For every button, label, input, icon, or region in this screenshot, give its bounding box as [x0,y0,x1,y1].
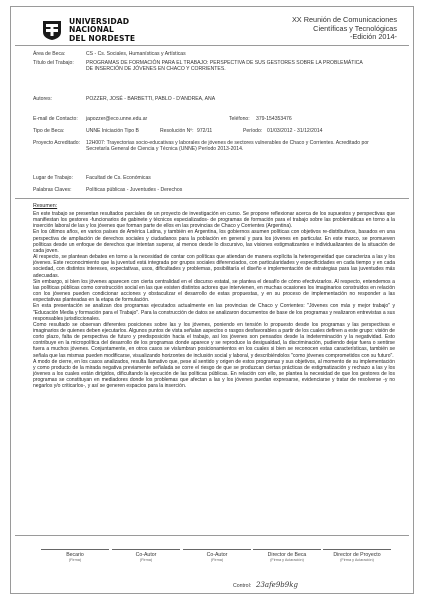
lugar-label: Lugar de Trabajo: [33,175,73,181]
proyecto-value: 12H007: Trayectorias socio-educativas y laborales de jóvenes de sectores vulnerables de Chaco y Corrientes. Acreditado por Secretaría General de Ciencia y Técnica (UNNE) Período 2013-2014. [86,140,369,153]
proyecto-label: Proyecto Acreditado: [33,140,81,146]
signature-coautor-2 [177,549,257,562]
signature-sub: (Firma y Aclaración) [270,558,304,562]
meta-divider [15,198,409,199]
phone-label: Teléfono: [229,116,250,122]
signature-director-proyecto [317,549,397,562]
resumen-paragraph: A modo de cierre, en los casos analizados, resulta llamativo que, pese al sentido y origen de estos programas y sus objetivos, al momento de su implementación y como producto de la mirada negativa previamente señalada se corre el riesgo de que se produzcan ciertas prácticas de estigmatización y rechazo a las y los jóvenes a los cuales están dirigidos, dificultando la ejecución de las políticas públicas. En relación con ello, se plantea la necesidad de que los gestores de los programas se constituyan en mediadores donde los problemas que afectan a las y los jóvenes puedan expresarse, evidenciarse y tratar de resolverse -y no negarlos y/o criticarlos-, y así se generen espacios para la inserción. [33,358,395,390]
title-label: Título del Trabajo: [33,60,74,66]
beca-label: Tipo de Beca: [33,128,65,134]
authors-value: POZZER, JOSÉ - BARBETTI, PABLO - D'ANDREA, ANA [86,96,216,102]
signature-name: Co-Autor [135,552,157,558]
abstract-page [10,6,414,594]
control-label: Control: [233,583,252,589]
resumen-heading: Resumen: [33,203,58,209]
email-value: japozzer@eco.unne.edu.ar [86,116,148,122]
resumen-paragraph: En este trabajo se presentan resultados parciales de un proyecto de investigación en curso. Se propone reflexionar acerca de los supuestos y perspectivas que manifiestan los gestores -funcionarios de gabinete y técnicos especializados- de programas de formación para el trabajo sobre las problemáticas en torno a la inserción laboral de las y los jóvenes que forman parte de ellos en las provincias de Chaco y Corrientes (Argentina). [33,211,395,230]
university-line-2: NACIONAL [69,25,114,35]
signature-line [253,549,321,550]
resumen-paragraph: Al respecto, se plantean debates en torno a la necesidad de contar con políticas que atiendan de manera explícita la heterogeneidad que caracteriza a las y los jóvenes. Este reconocimiento que la juventud está integrada por grupos sociales diferenciados, con particularidades y especificidades en cada tiempo y en cada sociedad, con distintos intereses, expectativas, usos, dificultades y problemas, posibilitaría el diseño e implementación de estrategias para las juventudes más adecuadas. [33,254,395,279]
signature-director-beca [247,549,327,562]
signature-name: Co-Autor [206,552,228,558]
resumen-paragraph: Sin embargo, si bien los jóvenes aparecen con cierta centralidad en el discurso estatal, se plantea el desafío de cómo efectivizarlos. Al respecto, entendemos a las políticas públicas como construcción social en las que existen distintos actores que intervienen, en muchas ocasiones los imaginarios construidos en relación con los jóvenes pueden condicionar acciones y obstaculizar el desarrollo de estas propuestas, y en su proceso de implementación no responder a las expectativas planteadas en la etapa de formulación. [33,278,395,304]
university-line-1: UNIVERSIDAD [69,17,130,26]
palabras-label: Palabras Claves: [33,187,72,193]
resumen-paragraph: Como resultado se observan diferentes posiciones sobre las y los jóvenes, poniendo en tensión lo propuesto desde los programas y las perspectivas e imaginarios de quienes deben ejecutarlos. Algunos puntos de vista señalan aspectos o rasgos desfavorables a partir de los cuales definen a este grupo: visión de corto plazo, falta de perspectiva de futuro y predisposición hacia el trabajo, así los jóvenes son pensados desde la indeterminación y la negatividad. Esto contribuye en la micropolítica del desarrollo de los programas donde aparece y se reproduce la desigualdad, la discriminación, pudiendo dejar fuera o sentirse fuera a muchos jóvenes. Conjuntamente, en otros casos se vislumbran posicionamientos en los cuales si bien se reconocen estas características, también se señala que las mismas pueden modificarse, visualizando horizontes de inclusión social y laboral, y describiéndolos "como jóvenes comprometidos con su futuro". [33,321,395,359]
signature-coautor-1 [106,549,186,562]
signature-name: Director de Beca [267,552,307,558]
beca-value: UNNE Iniciación Tipo B [86,128,139,134]
signature-sub: (Firma y Aclaración) [340,558,374,562]
periodo-label: Período: [243,128,263,134]
phone-value: 379-154353476 [256,116,292,122]
title-value: PROGRAMAS DE FORMACIÓN PARA EL TRABAJO: PERSPECTIVA DE SUS GESTORES SOBRE LA PROBLEMÁTICA DE INSERCIÓN DE JÓVENES EN CHACO Y CORRIENTES. [86,60,363,73]
signature-sub: (Firma) [68,558,82,562]
header-divider [15,45,409,46]
university-line-3: DEL NORDESTE [69,33,136,43]
event-line-3: -Edición 2014- [349,32,397,42]
authors-label: Autores: [33,96,52,102]
area-value: CS - Cs. Sociales, Humanísticas y Artísticas [86,51,186,57]
signature-line [183,549,251,550]
signature-line [112,549,180,550]
signature-line [323,549,391,550]
palabras-value: Políticas públicas - Juventudes - Derechos [86,187,183,193]
signature-divider [15,535,409,536]
resolucion-label: Resolución Nº: [160,128,194,134]
university-name [69,18,135,43]
university-logo-icon [41,19,63,41]
periodo-value: 01/03/2012 - 31/12/2014 [267,128,323,134]
signature-sub: (Firma) [139,558,153,562]
area-label: Área de Beca: [33,51,66,57]
signature-sub: (Firma) [210,558,224,562]
event-line-1: XX Reunión de Comunicaciones [291,15,397,24]
resumen-body [33,211,395,390]
control-value: 23afe9b9kg [256,581,298,589]
signature-becario [35,549,115,562]
resumen-paragraph: En esta presentación se analizan dos programas ejecutados actualmente en las provincias de Chaco y Corrientes: "Jóvenes con más y mejor trabajo" y "Educación Media y formación para el Trabajo". Para la construcción de datos se analizaron documentos de base de los programas y realizaron entrevistas a sus responsables jurisdiccionales. [33,303,395,322]
signature-line [41,549,109,550]
signature-name: Becario [66,552,84,558]
email-label: E-mail de Contacto: [33,116,78,122]
resumen-paragraph: En los últimos años, en varios países de América Latina, y también en Argentina, los gobiernos asumen políticas con objetivos re-distributivos, basados en una perspectiva de ampliación de derechos sociales y ciudadanos para la población en general y para los jóvenes en particular. En este marco, se promueven políticas desde un enfoque de derechos que intentan superar, al menos desde lo discursivo, las visiones estigmatizantes e individualizantes de la situación de cada joven. [33,229,395,254]
resolucion-value: 972/11 [197,128,213,134]
signature-name: Director de Proyecto [333,552,381,558]
event-heading [292,16,397,42]
lugar-value: Facultad de Cs. Económicas [86,175,151,181]
event-line-2: Científicas y Tecnológicas [313,23,397,33]
